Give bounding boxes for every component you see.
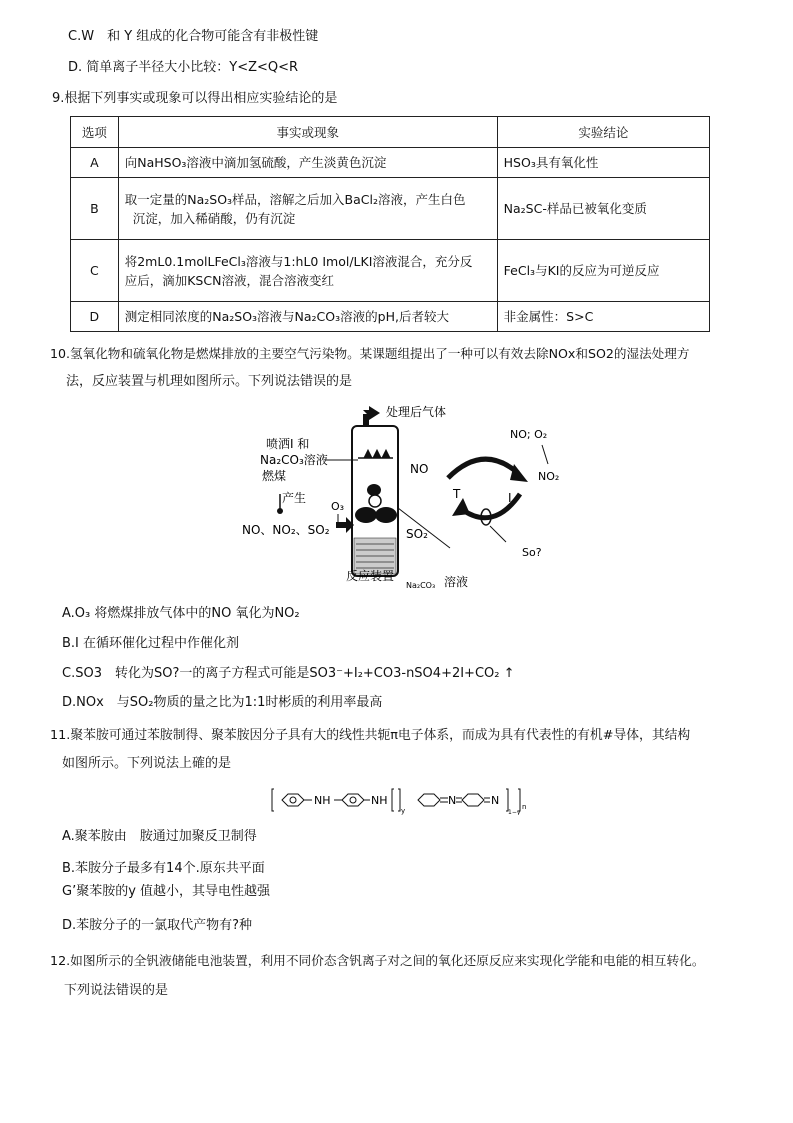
row-conclusion: HSO₃具有氧化性 xyxy=(497,148,709,178)
row-fact xyxy=(118,148,497,178)
spray-label-2: Na₂CO₃溶液 xyxy=(260,453,328,467)
formula-nh-1: NH xyxy=(314,794,331,807)
produce-label: 产生 xyxy=(282,491,307,505)
row-conclusion: FeCl₃与KI的反应为可逆反应 xyxy=(497,240,709,302)
row-option: C xyxy=(71,240,119,302)
i-label: I xyxy=(508,491,512,505)
table-row xyxy=(71,178,710,240)
so2-label: SO₂ xyxy=(406,527,428,541)
na2co3-label: Na₂CO₃ xyxy=(406,581,436,590)
header-fact: 事实或现象 xyxy=(118,117,497,148)
polyaniline-formula xyxy=(270,785,530,815)
formula-y: y xyxy=(401,807,406,815)
header-option: 选项 xyxy=(71,117,119,148)
t-label: T xyxy=(453,487,461,501)
no2-label: NO₂ xyxy=(538,470,560,483)
fact-line: 将2mL0.1molLFeCl₃溶液与1:hL0 Imol/LKI溶液混合，充分反 xyxy=(124,253,473,269)
table-row xyxy=(71,302,710,332)
fact-line: 测定相同浓度的Na₂SO₃溶液与Na₂CO₃溶液的pH,后者较大 xyxy=(124,309,449,324)
solution-label: 溶液 xyxy=(444,575,469,589)
formula-nh-2: NH xyxy=(371,794,388,807)
q10-stem-line1: 10.氢氧化物和硫氧化物是燃煤排放的主要空气污染物。某课题组提出了一种可以有效去除NOx和SO2的湿法处理方 xyxy=(50,346,690,361)
header-conclusion: 实验结论 xyxy=(497,117,709,148)
q11-option-c: G’聚苯胺的y 值越小，其导电性越强 xyxy=(62,884,271,899)
q10-stem-line2: 法，反应装置与机理如图所示。下列说法错误的是 xyxy=(66,374,353,389)
row-option: B xyxy=(71,178,119,240)
q11-option-b: B.苯胺分子最多有14个.原东共平面 xyxy=(62,861,265,876)
q10-option-d: D.NOx 与SO₂物质的量之比为1:1时彬质的利用率最高 xyxy=(62,695,383,710)
row-fact xyxy=(118,240,497,302)
so-question-label: So? xyxy=(522,546,542,559)
out-gas-label: 处理后气体 xyxy=(386,405,447,419)
q8-option-c: C.W 和 Y 组成的化合物可能含有非极性键 xyxy=(68,29,319,44)
q11-stem-line2: 如图所示。下列说法上確的是 xyxy=(62,756,232,771)
fact-line: 向NaHSO₃溶液中滴加氢硫酸，产生淡黄色沉淀 xyxy=(124,155,387,170)
row-conclusion: Na₂SC-样品已被氧化变质 xyxy=(497,178,709,240)
q10-option-b: B.I 在循环催化过程中作催化剂 xyxy=(62,636,240,651)
table-header-row xyxy=(71,117,710,148)
q10-option-c: C.SO3 转化为SO?一的离子方程式可能是SO3⁻+I₂+CO3-nSO4+2I+CO₂ ↑ xyxy=(62,666,515,681)
no-o2-label: NO; O₂ xyxy=(510,428,548,441)
formula-n-subscript: n xyxy=(522,803,527,811)
row-fact xyxy=(118,302,497,332)
fact-line: 沉淀，加入稀硝酸，仍有沉淀 xyxy=(132,210,296,226)
q10-option-a: A.O₃ 将燃煤排放气体中的NO 氧化为NO₂ xyxy=(62,606,300,621)
row-option: A xyxy=(71,148,119,178)
q11-option-d: D.苯胺分子的一氯取代产物有?种 xyxy=(62,918,253,933)
q9-table xyxy=(70,116,710,332)
coal-label: 燃煤 xyxy=(262,469,287,483)
gases-label: NO、NO₂、SO₂ xyxy=(242,523,330,537)
row-option: D xyxy=(71,302,119,332)
row-fact xyxy=(118,178,497,240)
q11-option-a: A.聚苯胺由 胺通过加聚反卫制得 xyxy=(62,829,257,844)
q11-stem-line1: 11.聚苯胺可通过苯胺制得、聚苯胺因分子具有大的线性共轭π电子体系，而成为具有代表性的有机#导体，其结构 xyxy=(50,728,691,743)
o3-label: O₃ xyxy=(331,500,345,513)
fact-line: 取一定量的Na₂SO₃样品，溶解之后加入BaCl₂溶液，产生白色 xyxy=(124,191,466,207)
q12-stem-line2: 下列说法错误的是 xyxy=(64,983,169,998)
formula-n-1: N xyxy=(448,794,457,807)
q8-option-d: D. 简单离子半径大小比较：Y<Z<Q<R xyxy=(68,60,299,75)
table-row xyxy=(71,148,710,178)
device-label: 反应装置 xyxy=(346,569,395,583)
q9-stem: 9.根据下列事实或现象可以得出相应实验结论的是 xyxy=(52,91,338,106)
no-label: NO xyxy=(410,462,429,476)
q12-stem-line1: 12.如图所示的全钒液储能电池装置，利用不同价态含钒离子对之间的氧化还原反应来实现化学能和电能的相互转化。 xyxy=(50,953,705,968)
formula-n-2: N xyxy=(491,794,500,807)
fact-line: 应后，滴加KSCN溶液，混合溶液变红 xyxy=(124,272,334,288)
formula-one-minus-y: 1−y xyxy=(508,809,521,815)
row-conclusion: 非金属性：S>C xyxy=(497,302,709,332)
table-row xyxy=(71,240,710,302)
spray-label-1: 喷洒I 和 xyxy=(266,437,310,451)
q10-reaction-diagram xyxy=(238,398,568,593)
